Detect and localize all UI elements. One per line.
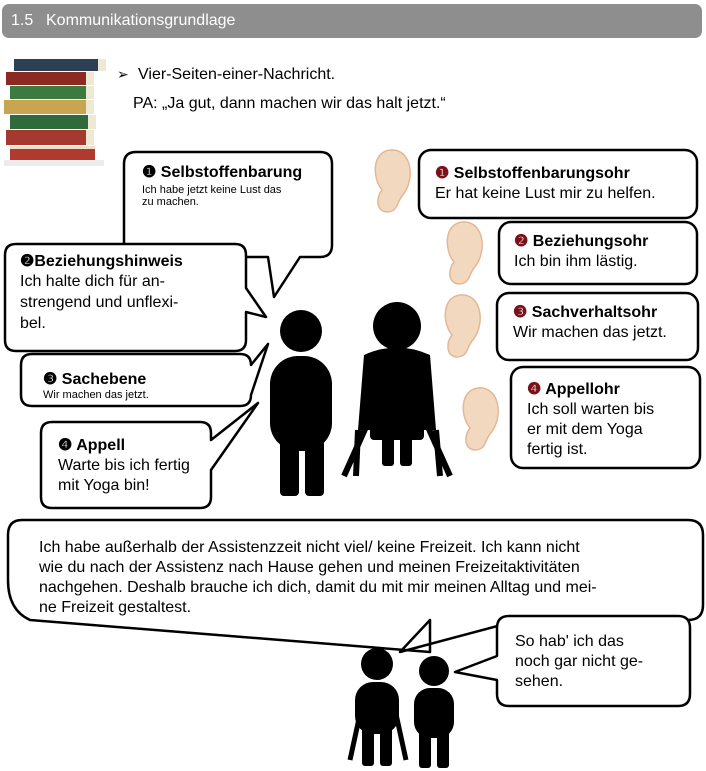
person-standing-icon — [270, 310, 332, 496]
bullet-arrow-icon: ➢ — [117, 66, 129, 82]
speaker-beziehungshinweis: ❷Beziehungshinweis Ich halte dich für an- strengend und unflexi- bel. — [20, 253, 183, 332]
listener-sachverhaltsohr: ❸ Sachverhaltsohr Wir machen das jetzt. — [513, 304, 667, 341]
speaker-sachebene: ❸ Sachebene Wir machen das jetzt. — [43, 371, 149, 401]
person-standing-icon — [350, 648, 406, 766]
response-text: So hab' ich das noch gar nicht ge- sehen. — [515, 633, 644, 690]
person-wheelchair-icon — [344, 302, 450, 476]
intro-quote: PA: „Ja gut, dann machen wir das halt jetzt.“ — [133, 95, 446, 112]
speaker-selbstoffenbarung: ❶ Selbstoffenbarung Ich habe jetzt keine Lust das zu machen. — [142, 164, 303, 208]
listener-beziehungsohr: ❷ Beziehungsohr Ich bin ihm lästig. — [514, 233, 649, 270]
intro-bullet: Vier-Seiten-einer-Nachricht. — [138, 66, 336, 83]
section-title: Kommunikationsgrundlage — [46, 12, 236, 29]
speaker-appell: ❹ Appell Warte bis ich fertig mit Yoga bin! — [58, 437, 190, 494]
reply-text: Ich habe außerhalb der Assistenzzeit nicht viel/ keine Freizeit. Ich kann nicht wie du nach der Assistenz nach Hause gehen und meinen Freizeitaktivitäten nachgehen. Deshalb brauche ich dich, damit du mit mir meinen Alltag und mei- ne Freizeit gestaltest. — [39, 539, 597, 616]
listener-appellohr: ❹ Appellohr Ich soll warten bis er mit dem Yoga fertig ist. — [527, 381, 655, 458]
listener-selbstoffenbarungsohr: ❶ Selbstoffenbarungsohr Er hat keine Lust mir zu helfen. — [435, 165, 656, 202]
person-standing-icon — [414, 656, 454, 768]
section-number: 1.5 — [11, 12, 34, 29]
